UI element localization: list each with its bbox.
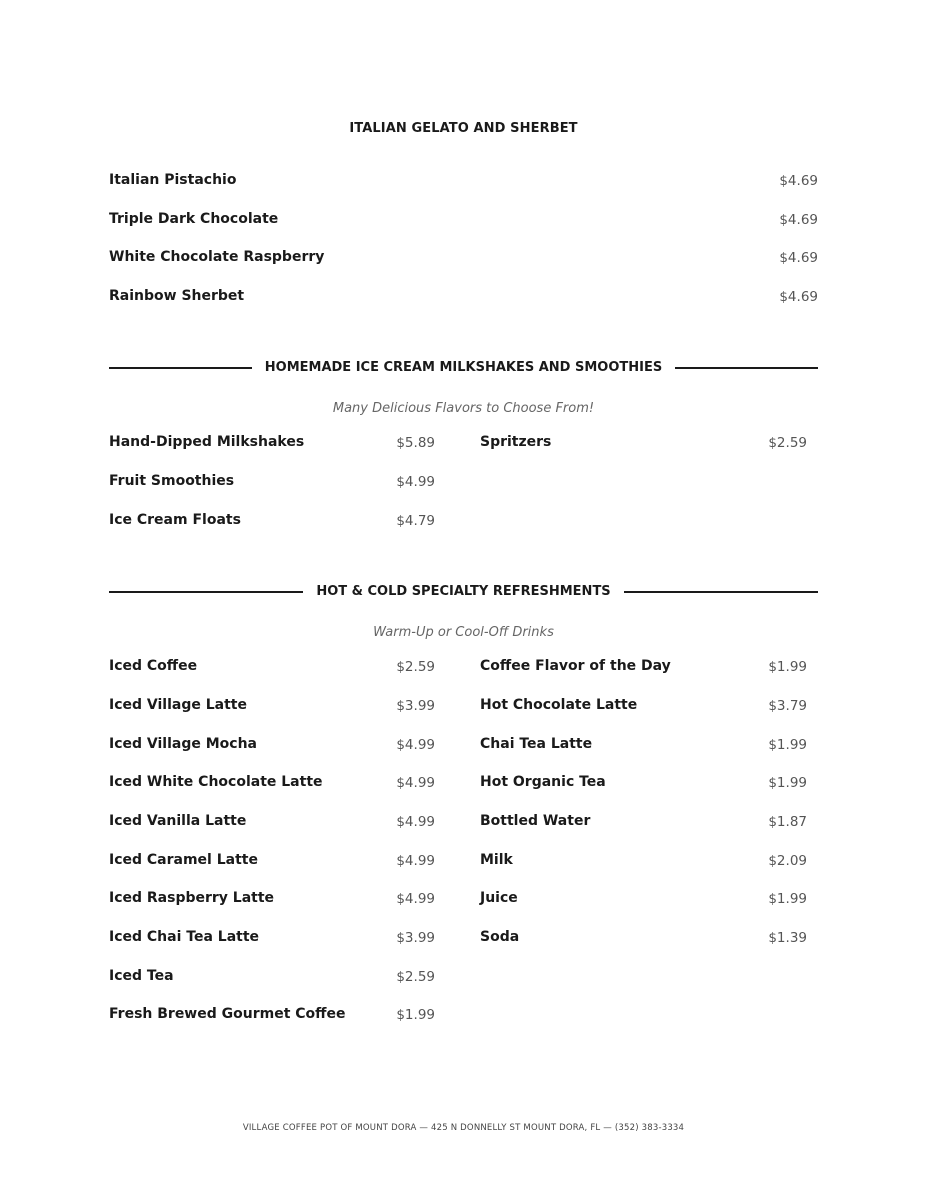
- menu-item-name: Spritzers: [480, 434, 552, 450]
- menu-item-price: $2.59: [396, 659, 435, 675]
- menu-item-name: Iced Vanilla Latte: [109, 813, 247, 829]
- menu-item-price: $1.99: [768, 659, 807, 675]
- menu-item-price: $4.69: [779, 173, 818, 189]
- refreshments-heading: [109, 582, 818, 602]
- refreshments-section-title: HOT & COLD SPECIALTY REFRESHMENTS: [316, 584, 611, 599]
- menu-item-price: $4.99: [396, 853, 435, 869]
- menu-item-name: Soda: [480, 929, 520, 945]
- footer-address: VILLAGE COFFEE POT OF MOUNT DORA — 425 N DONNELLY ST MOUNT DORA, FL — (352) 383-3334: [242, 1123, 685, 1133]
- menu-item-name: Fruit Smoothies: [109, 473, 235, 489]
- menu-item-name: Iced Tea: [109, 968, 174, 984]
- menu-item-name: Italian Pistachio: [109, 172, 237, 188]
- menu-item-name: Rainbow Sherbet: [109, 288, 245, 304]
- menu-item-price: $4.99: [396, 814, 435, 830]
- menu-item-name: Fresh Brewed Gourmet Coffee: [109, 1006, 346, 1022]
- menu-item-price: $4.99: [396, 891, 435, 907]
- menu-item-price: $4.69: [779, 250, 818, 266]
- menu-item-name: Milk: [480, 852, 513, 868]
- menu-item-name: Chai Tea Latte: [480, 736, 593, 752]
- menu-item-name: Hand-Dipped Milkshakes: [109, 434, 305, 450]
- menu-item-price: $2.09: [768, 853, 807, 869]
- menu-item-price: $4.99: [396, 474, 435, 490]
- menu-item-price: $5.89: [396, 435, 435, 451]
- menu-item-price: $1.99: [396, 1007, 435, 1023]
- menu-item-price: $2.59: [396, 969, 435, 985]
- menu-item-price: $1.99: [768, 775, 807, 791]
- milkshakes-heading: [109, 358, 818, 378]
- menu-item-price: $3.99: [396, 698, 435, 714]
- menu-item-price: $2.59: [768, 435, 807, 451]
- milkshakes-section-title: HOMEMADE ICE CREAM MILKSHAKES AND SMOOTHIES: [264, 360, 663, 375]
- menu-item-name: Iced Coffee: [109, 658, 198, 674]
- menu-item-price: $4.79: [396, 513, 435, 529]
- menu-item-name: Iced Caramel Latte: [109, 852, 258, 868]
- milkshakes-subtitle: Many Delicious Flavors to Choose From!: [332, 401, 595, 416]
- menu-item-name: Iced Village Mocha: [109, 736, 257, 752]
- menu-item-price: $4.69: [779, 289, 818, 305]
- menu-item-name: Hot Organic Tea: [480, 774, 606, 790]
- menu-item-price: $1.99: [768, 891, 807, 907]
- menu-item-name: White Chocolate Raspberry: [109, 249, 325, 265]
- menu-item-name: Hot Chocolate Latte: [480, 697, 638, 713]
- menu-item-price: $1.87: [768, 814, 807, 830]
- menu-item-name: Triple Dark Chocolate: [109, 211, 279, 227]
- menu-item-price: $3.99: [396, 930, 435, 946]
- menu-item-name: Iced Chai Tea Latte: [109, 929, 260, 945]
- refreshments-subtitle: Warm-Up or Cool-Off Drinks: [373, 625, 554, 640]
- menu-item-name: Iced Raspberry Latte: [109, 890, 275, 906]
- menu-item-name: Coffee Flavor of the Day: [480, 658, 671, 674]
- menu-item-name: Iced White Chocolate Latte: [109, 774, 323, 790]
- menu-item-price: $4.99: [396, 737, 435, 753]
- menu-item-name: Ice Cream Floats: [109, 512, 241, 528]
- menu-item-price: $3.79: [768, 698, 807, 714]
- menu-item-price: $4.69: [779, 212, 818, 228]
- menu-item-name: Iced Village Latte: [109, 697, 247, 713]
- menu-item-price: $1.39: [768, 930, 807, 946]
- menu-item-name: Juice: [480, 890, 518, 906]
- menu-item-price: $1.99: [768, 737, 807, 753]
- menu-item-name: Bottled Water: [480, 813, 591, 829]
- menu-item-price: $4.99: [396, 775, 435, 791]
- gelato-section-title: ITALIAN GELATO AND SHERBET: [349, 121, 578, 136]
